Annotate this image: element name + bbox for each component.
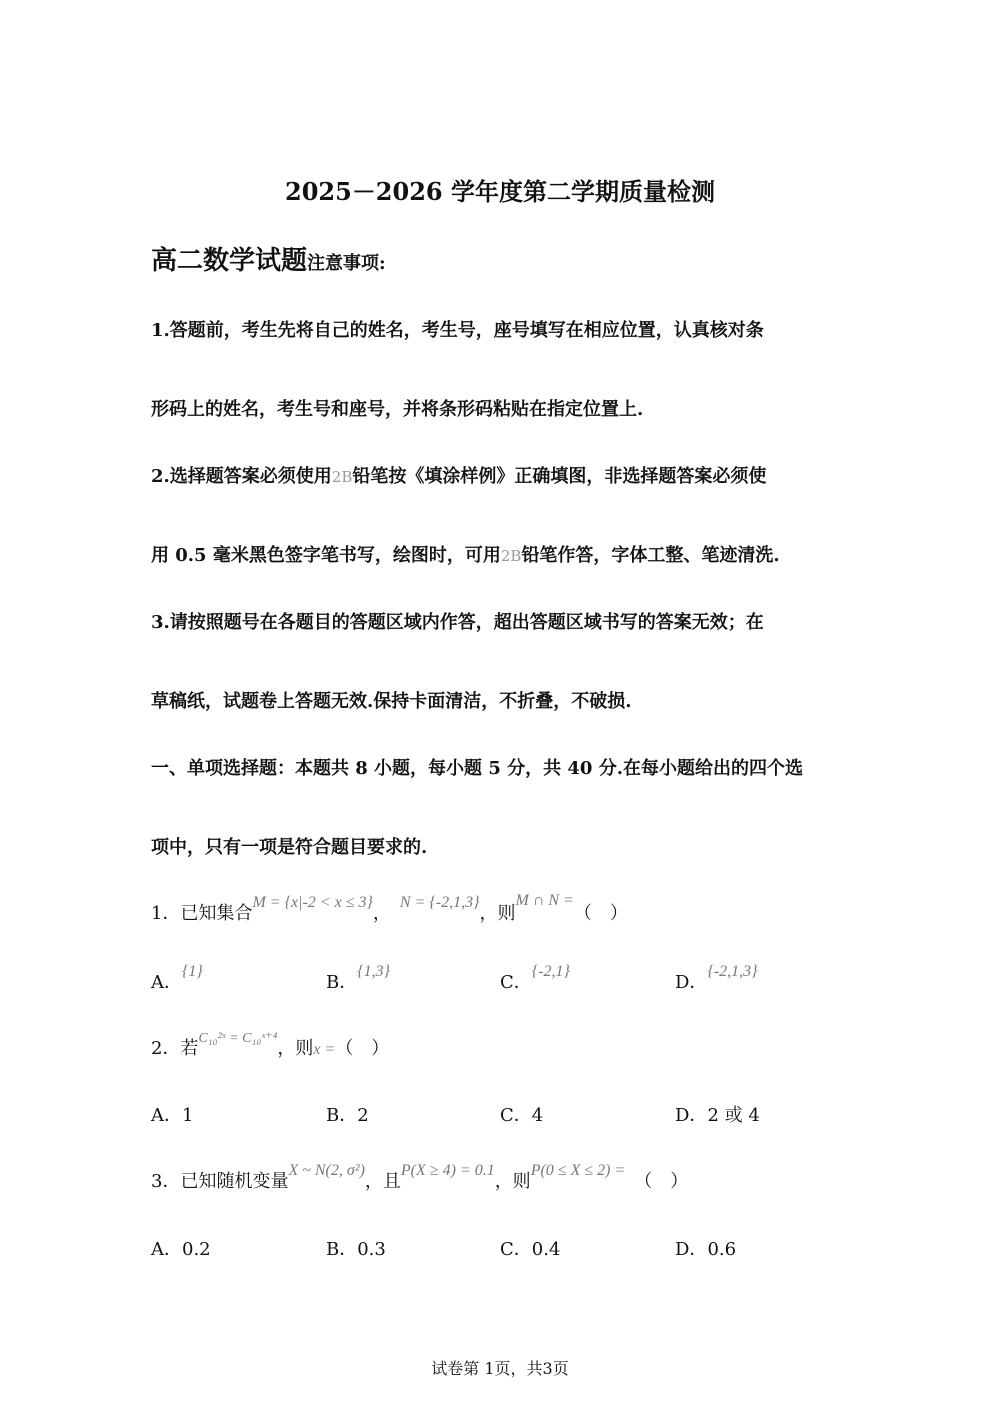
- question-3-stem: [151, 1162, 689, 1193]
- q3-given-prob: P(X ≥ 4) = 0.1: [400, 1162, 495, 1179]
- subject-row: [151, 240, 386, 277]
- notice-2-text-a: 2.选择题答案必须使用: [151, 466, 332, 487]
- pencil-type-2: 2B: [500, 547, 522, 565]
- notice-2-text-d: 铅笔作答，字体工整、笔迹清洗.: [521, 545, 780, 566]
- option-label: D．: [675, 1239, 708, 1260]
- question-2-stem: [151, 1031, 390, 1060]
- q2-paren: （ ）: [335, 1038, 390, 1059]
- q3-option-d[interactable]: [675, 1235, 736, 1261]
- option-label: D．: [675, 972, 708, 993]
- option-value: {-2,1}: [531, 963, 570, 980]
- q3-text-b: ，且: [364, 1171, 401, 1192]
- question-1-stem: [151, 892, 628, 925]
- option-label: D．: [675, 1105, 708, 1126]
- q1-set-m: M = {x|-2 < x ≤ 3}: [252, 894, 373, 911]
- page-footer: 试卷第 1页，共3页: [431, 1359, 569, 1378]
- option-value: {1,3}: [357, 963, 391, 980]
- option-label: B．: [326, 972, 358, 993]
- option-value: 1: [182, 1105, 194, 1126]
- notice-1-line-1: 1.答题前，考生先将自己的姓名，考生号，座号填写在相应位置，认真核对条: [151, 320, 764, 341]
- q2-text-b: ，则: [277, 1038, 314, 1059]
- notice-3-line-2: 草稿纸，试题卷上答题无效.保持卡面清洁，不折叠，不破损.: [151, 691, 632, 712]
- section-heading-line-1: 一、单项选择题：本题共 8 小题，每小题 5 分，共 40 分.在每小题给出的四个选: [151, 758, 803, 779]
- q2-option-a[interactable]: [151, 1101, 193, 1127]
- q2-option-c[interactable]: [500, 1101, 543, 1127]
- option-label: A．: [151, 1105, 182, 1126]
- notice-2-text-c: 用 0.5 毫米黑色签字笔书写，绘图时，可用: [151, 545, 501, 566]
- q1-text-c: ，则: [479, 903, 516, 924]
- q1-intersection: M ∩ N =: [515, 892, 574, 909]
- q1-text-b: ，: [372, 903, 382, 924]
- q1-option-c[interactable]: [500, 963, 570, 994]
- q2-combination: C₁₀²ˣ = C₁₀ˣ⁺⁴: [198, 1031, 278, 1046]
- q3-text-c: ，则: [494, 1171, 531, 1192]
- option-label: C．: [500, 1239, 532, 1260]
- option-value: 4: [531, 1105, 544, 1126]
- section-heading-line-2: 项中，只有一项是符合题目要求的.: [151, 837, 428, 858]
- q2-option-b[interactable]: [326, 1101, 369, 1127]
- option-label: B．: [326, 1105, 358, 1126]
- q1-text-a: 1．已知集合: [151, 903, 253, 924]
- option-value: 0.2: [182, 1239, 211, 1260]
- option-label: C．: [500, 1105, 532, 1126]
- q3-target-prob: P(0 ≤ X ≤ 2) =: [530, 1162, 626, 1179]
- q1-option-d[interactable]: [675, 963, 758, 994]
- notice-2-line-2: [151, 541, 780, 567]
- subject-title: 高二数学试题: [151, 246, 308, 276]
- page-title: 2025－2026 学年度第二学期质量检测: [285, 177, 715, 206]
- option-value: 0.3: [357, 1239, 386, 1260]
- option-label: A．: [151, 972, 182, 993]
- q3-option-c[interactable]: [500, 1235, 560, 1261]
- notice-heading: 注意事项:: [307, 253, 386, 274]
- q3-text-a: 3．已知随机变量: [151, 1171, 289, 1192]
- q2-option-d[interactable]: [675, 1101, 760, 1127]
- notice-2-line-1: [151, 462, 766, 488]
- option-value: {1}: [182, 963, 203, 980]
- q2-text-a: 2．若: [151, 1038, 199, 1059]
- option-label: C．: [500, 972, 532, 993]
- q3-option-b[interactable]: [326, 1235, 386, 1261]
- q2-variable: x =: [313, 1041, 336, 1058]
- q3-distribution: X ~ N(2, σ²): [288, 1162, 365, 1179]
- notice-3-line-1: 3.请按照题号在各题目的答题区域内作答，超出答题区域书写的答案无效；在: [151, 612, 764, 633]
- option-value: 2: [357, 1105, 369, 1126]
- notice-2-text-b: 铅笔按《填涂样例》正确填图，非选择题答案必须使: [352, 466, 767, 487]
- option-label: A．: [151, 1239, 182, 1260]
- notice-1-line-2: 形码上的姓名，考生号和座号，并将条形码粘贴在指定位置上.: [151, 399, 644, 420]
- option-value: 0.4: [531, 1239, 561, 1260]
- option-label: B．: [326, 1239, 358, 1260]
- q3-paren: （ ）: [643, 1171, 689, 1192]
- option-value: 2 或 4: [707, 1105, 760, 1126]
- pencil-type: 2B: [331, 468, 353, 486]
- q1-set-n: N = {-2,1,3}: [399, 894, 480, 911]
- q3-option-a[interactable]: [151, 1235, 211, 1261]
- q1-paren: （ ）: [573, 903, 628, 924]
- option-value: {-2,1,3}: [707, 963, 758, 980]
- q1-option-b[interactable]: [326, 963, 391, 994]
- q1-option-a[interactable]: [151, 963, 203, 994]
- option-value: 0.6: [707, 1239, 737, 1260]
